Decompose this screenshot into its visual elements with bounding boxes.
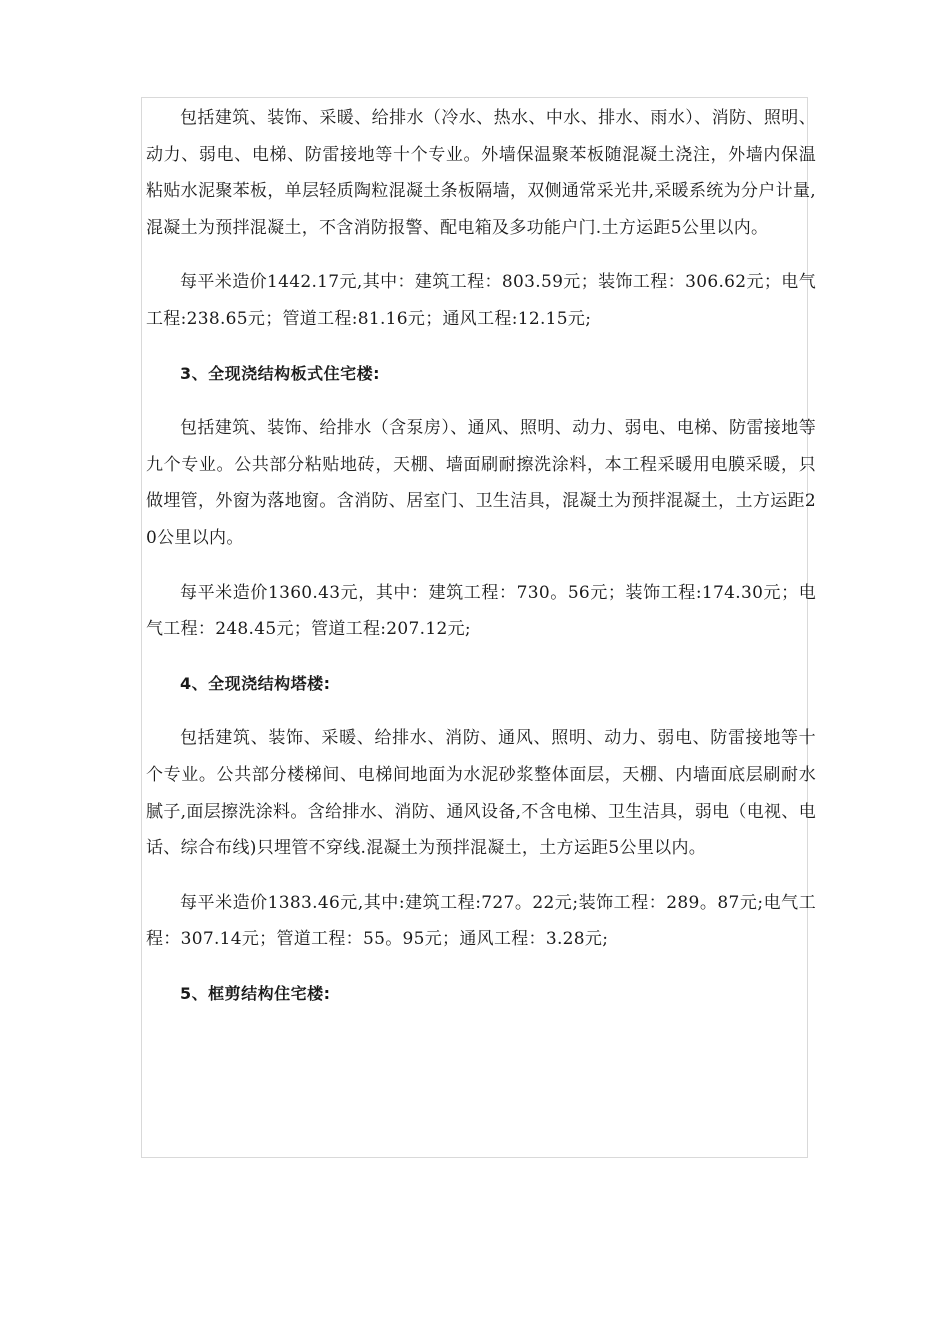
section-3-description: 包括建筑、装饰、给排水（含泵房）、通风、照明、动力、弱电、电梯、防雷接地等九个专业。公共部分粘贴地砖，天棚、墙面刷耐擦洗涂料，本工程采暖用电膜采暖，只做埋管，外窗为落地窗。含消防、居室门、卫生洁具，混凝土为预拌混凝土，土方运距20公里以内。 [146, 418, 816, 548]
section-5-heading: 5、框剪结构住宅楼: [180, 983, 331, 1003]
section-3-cost: 每平米造价1360.43元，其中：建筑工程：730。56元；装饰工程:174.30元；电气工程：248.45元；管道工程:207.12元; [146, 582, 816, 640]
section-4-cost: 每平米造价1383.46元,其中:建筑工程:727。22元;装饰工程：289。87元;电气工程：307.14元；管道工程：55。95元；通风工程：3.28元; [146, 892, 816, 950]
section-2-description: 包括建筑、装饰、采暖、给排水（冷水、热水、中水、排水、雨水）、消防、照明、动力、弱电、电梯、防雷接地等十个专业。外墙保温聚苯板随混凝土浇注，外墙内保温粘贴水泥聚苯板，单层轻质陶粒混凝土条板隔墙，双侧通常采光井,采暖系统为分户计量,混凝土为预拌混凝土，不含消防报警、配电箱及多功能户门.土方运距5公里以内。 [146, 108, 816, 238]
document-body [146, 100, 816, 1030]
section-3-heading: 3、全现浇结构板式住宅楼: [180, 363, 381, 383]
section-4-description: 包括建筑、装饰、采暖、给排水、消防、通风、照明、动力、弱电、防雷接地等十个专业。公共部分楼梯间、电梯间地面为水泥砂浆整体面层，天棚、内墙面底层刷耐水腻子,面层擦洗涂料。含给排水、消防、通风设备,不含电梯、卫生洁具，弱电（电视、电话、综合布线)只埋管不穿线.混凝土为预拌混凝土，土方运距5公里以内。 [146, 728, 816, 859]
section-2-cost: 每平米造价1442.17元,其中：建筑工程：803.59元；装饰工程：306.62元；电气工程:238.65元；管道工程:81.16元；通风工程:12.15元; [146, 272, 816, 329]
section-4-heading: 4、全现浇结构塔楼: [180, 673, 331, 693]
